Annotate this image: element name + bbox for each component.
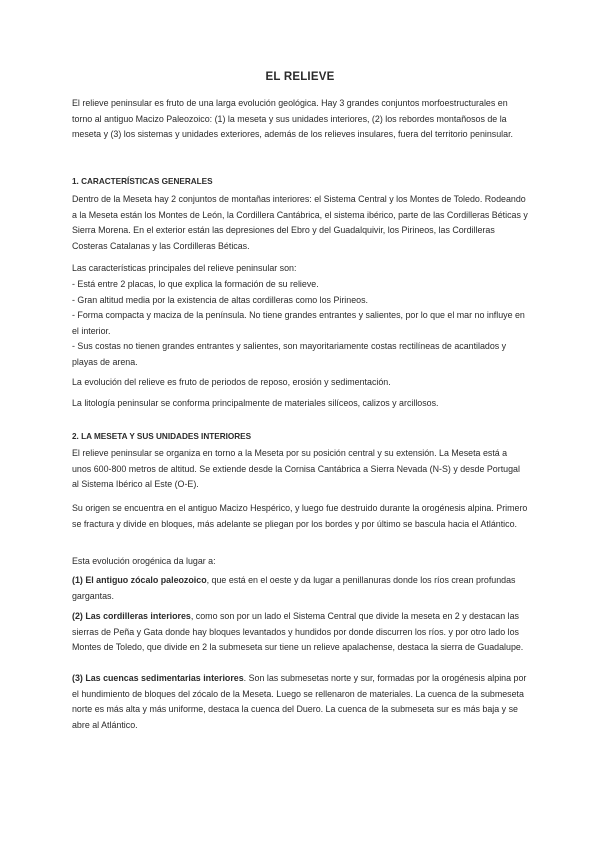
unit-1-title: (1) El antiguo zócalo paleozoico	[72, 575, 207, 585]
section1-paragraph-1: Dentro de la Meseta hay 2 conjuntos de montañas interiores: el Sistema Central y los Montes de Toledo. Rodeando a la Meseta están los Montes de León, la Cordillera Cantábrica, el sistema ibérico, parte de las Cordilleras Béticas y Sierra Morena. En el exterior están las depresiones del Ebro y del Guadalquivir, los Pirineos, las Cordilleras Costeras Catalanas y las Cordilleras Béticas.	[72, 194, 528, 251]
unit-2-text: , como son por un lado el Sistema Central que divide la meseta en 2 y destacan las sierras de Peña y Gata donde hay bloques levantados y hundidos por donde discurren los ríos. y por otro lado los Montes de Toledo, que divide en 2 la submeseta sur tiene un relieve apalachense, destaca la sierra de Guadalupe.	[72, 611, 524, 652]
unit-2-title: (2) Las cordilleras interiores	[72, 611, 191, 621]
unit-3-title: (3) Las cuencas sedimentarias interiores	[72, 673, 244, 683]
section1-heading: 1. CARACTERÍSTICAS GENERALES	[72, 177, 213, 186]
section2-paragraph-3: Esta evolución orogénica da lugar a:	[72, 556, 216, 566]
unit-paragraph-1	[72, 573, 528, 604]
list-item: - Está entre 2 placas, lo que explica la formación de su relieve.	[72, 279, 319, 289]
section2-paragraph-2: Su origen se encuentra en el antiguo Macizo Hespérico, y luego fue destruido durante la orogénesis alpina. Primero se fractura y divide en bloques, más adelante se pliegan por los bordes y por último se bascula hacia el Atlántico.	[72, 503, 528, 529]
characteristics-list	[72, 277, 528, 370]
section2-heading: 2. LA MESETA Y SUS UNIDADES INTERIORES	[72, 432, 252, 441]
section1-paragraph-2: La evolución del relieve es fruto de periodos de reposo, erosión y sedimentación.	[72, 377, 391, 387]
unit-paragraph-3	[72, 671, 528, 733]
list-item: - Forma compacta y maciza de la península. No tiene grandes entrantes y salientes, por lo que el mar no influye en el interior.	[72, 310, 525, 336]
list-item: - Sus costas no tienen grandes entrantes y salientes, son mayoritariamente costas rectilíneas de acantilados y playas de arena.	[72, 341, 507, 367]
list-item: - Gran altitud media por la existencia de altas cordilleras como los Pirineos.	[72, 294, 368, 305]
section1-list-intro: Las características principales del relieve peninsular son:	[72, 263, 297, 273]
section2-paragraph-1: El relieve peninsular se organiza en torno a la Meseta por su posición central y su extensión. La Meseta está a unos 600-800 metros de altitud. Se extiende desde la Cornisa Cantábrica a Sierra Nevada (N-S) y desde Portugal al Sistema Ibérico al Este (O-E).	[72, 448, 520, 489]
intro-paragraph: El relieve peninsular es fruto de una larga evolución geológica. Hay 3 grandes conjuntos morfoestructurales en torno al antiguo Macizo Paleozoico: (1) la meseta y sus unidades interiores, (2) los rebordes montañosos de la meseta y (3) los sistemas y unidades exteriores, además de los relieves insulares, fuera del territorio peninsular.	[72, 98, 513, 139]
unit-1-text: , que está en el oeste y da lugar a penillanuras donde los ríos crean profundas gargantas.	[72, 575, 516, 601]
unit-3-text: . Son las submesetas norte y sur, formadas por la orogénesis alpina por el hundimiento de bloques del zócalo de la Meseta. Luego se rellenaron de materiales. La cuenca de la submeseta norte es más alta y más uniforme, destaca la cuenca del Duero. La cuenca de la submeseta sur es más baja y se abre al Atlántico.	[72, 673, 527, 730]
unit-paragraph-2	[72, 609, 528, 656]
section1-paragraph-3: La litología peninsular se conforma principalmente de materiales silíceos, calizos y arcillosos.	[72, 398, 439, 408]
page-title: EL RELIEVE	[265, 71, 335, 83]
